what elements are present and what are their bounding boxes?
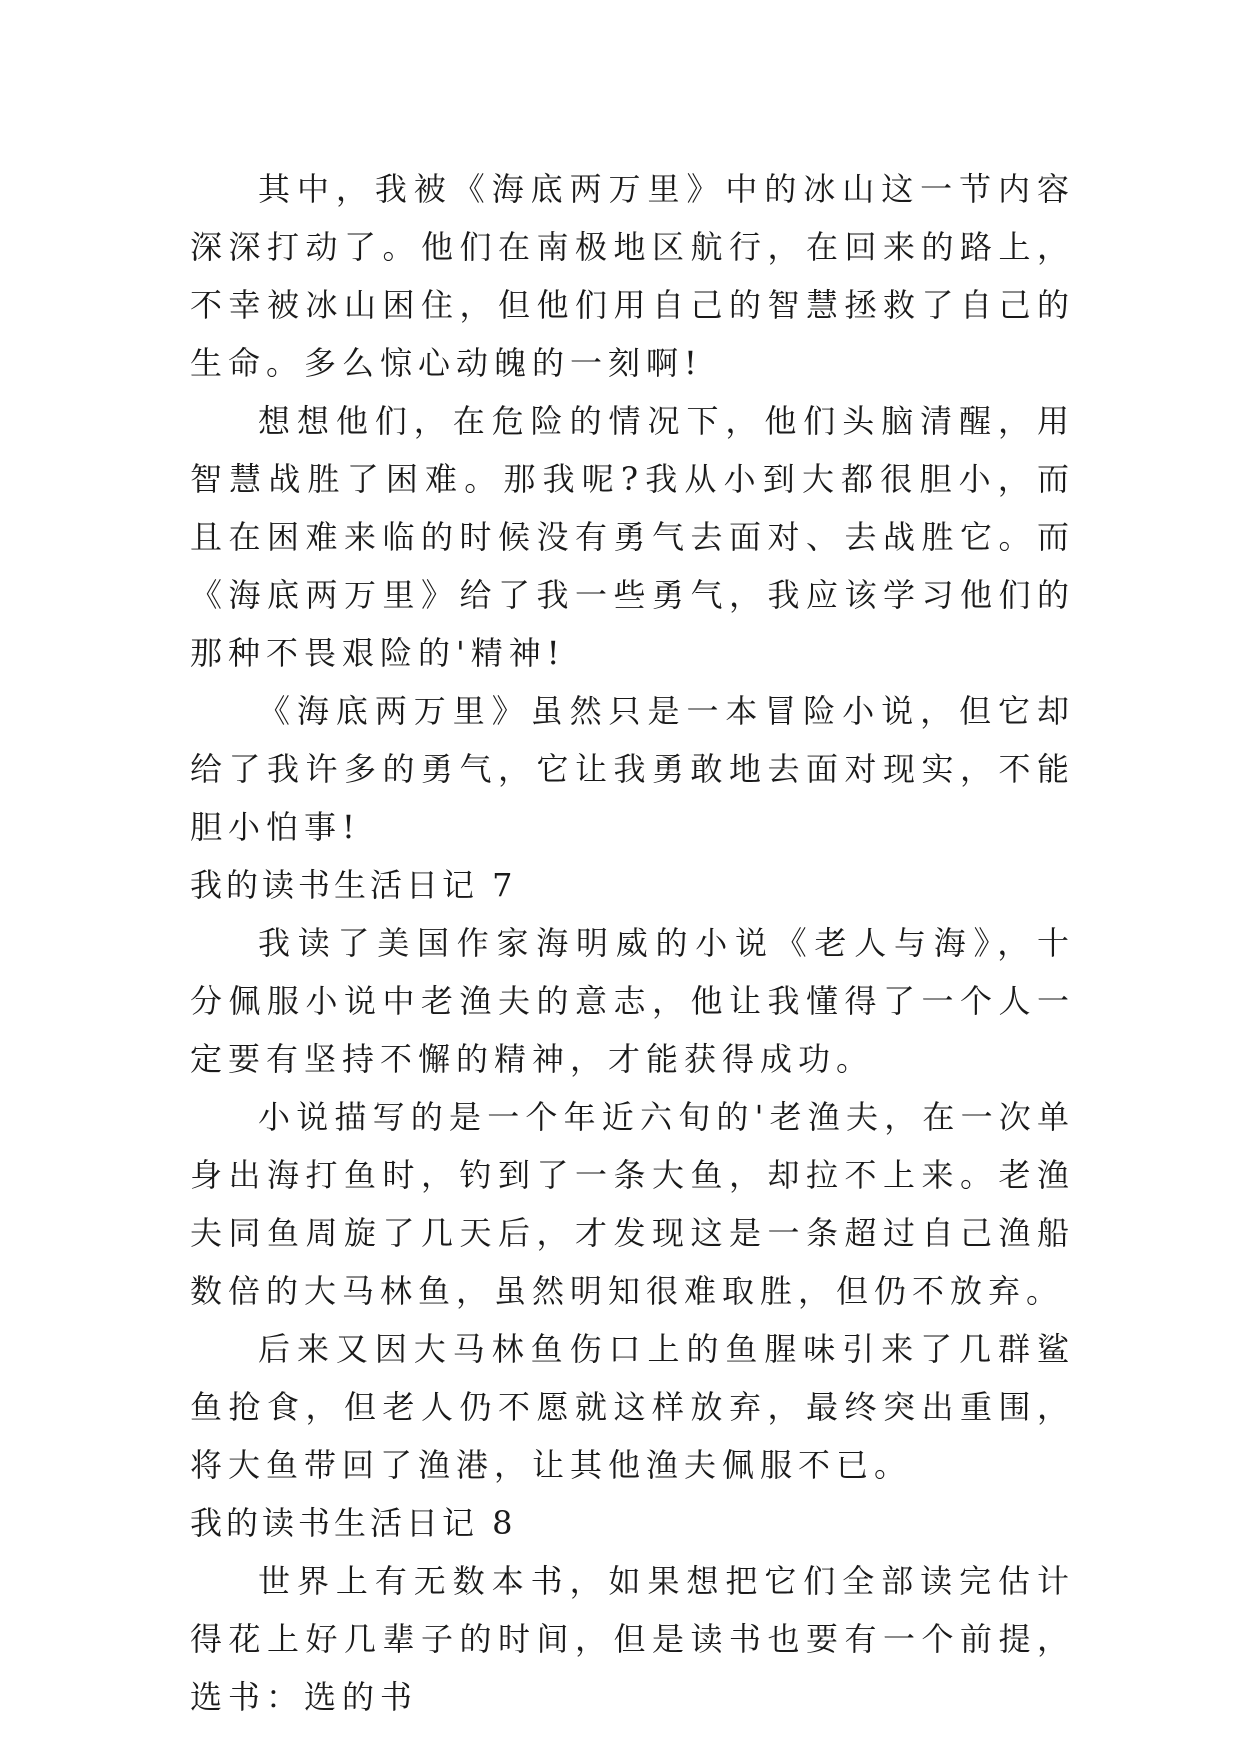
paragraph: 想想他们，在危险的情况下，他们头脑清醒，用智慧战胜了困难。那我呢?我从小到大都很胆小，而且在困难来临的时候没有勇气去面对、去战胜它。而《海底两万里》给了我一些勇气，我应该学习他们的那种不畏艰险的'精神!	[190, 402, 1075, 672]
paragraph: 后来又因大马林鱼伤口上的鱼腥味引来了几群鲨鱼抢食，但老人仍不愿就这样放弃，最终突出重围，将大鱼带回了渔港，让其他渔夫佩服不已。	[190, 1330, 1075, 1484]
section-heading: 我的读书生活日记 7	[190, 866, 517, 904]
paragraph: 《海底两万里》虽然只是一本冒险小说，但它却给了我许多的勇气，它让我勇敢地去面对现实，不能胆小怕事!	[190, 692, 1075, 846]
paragraph: 世界上有无数本书，如果想把它们全部读完估计得花上好几辈子的时间，但是读书也要有一个前提，选书：选的书	[190, 1562, 1075, 1716]
document-page	[190, 160, 1075, 1726]
section-heading: 我的读书生活日记 8	[190, 1504, 517, 1542]
paragraph: 小说描写的是一个年近六旬的'老渔夫，在一次单身出海打鱼时，钓到了一条大鱼，却拉不上来。老渔夫同鱼周旋了几天后，才发现这是一条超过自己渔船数倍的大马林鱼，虽然明知很难取胜，但仍不放弃。	[190, 1098, 1075, 1310]
paragraph: 我读了美国作家海明威的小说《老人与海》，十分佩服小说中老渔夫的意志，他让我懂得了一个人一定要有坚持不懈的精神，才能获得成功。	[190, 924, 1075, 1078]
paragraph: 其中，我被《海底两万里》中的冰山这一节内容深深打动了。他们在南极地区航行，在回来的路上，不幸被冰山困住，但他们用自己的智慧拯救了自己的生命。多么惊心动魄的一刻啊!	[190, 170, 1075, 382]
